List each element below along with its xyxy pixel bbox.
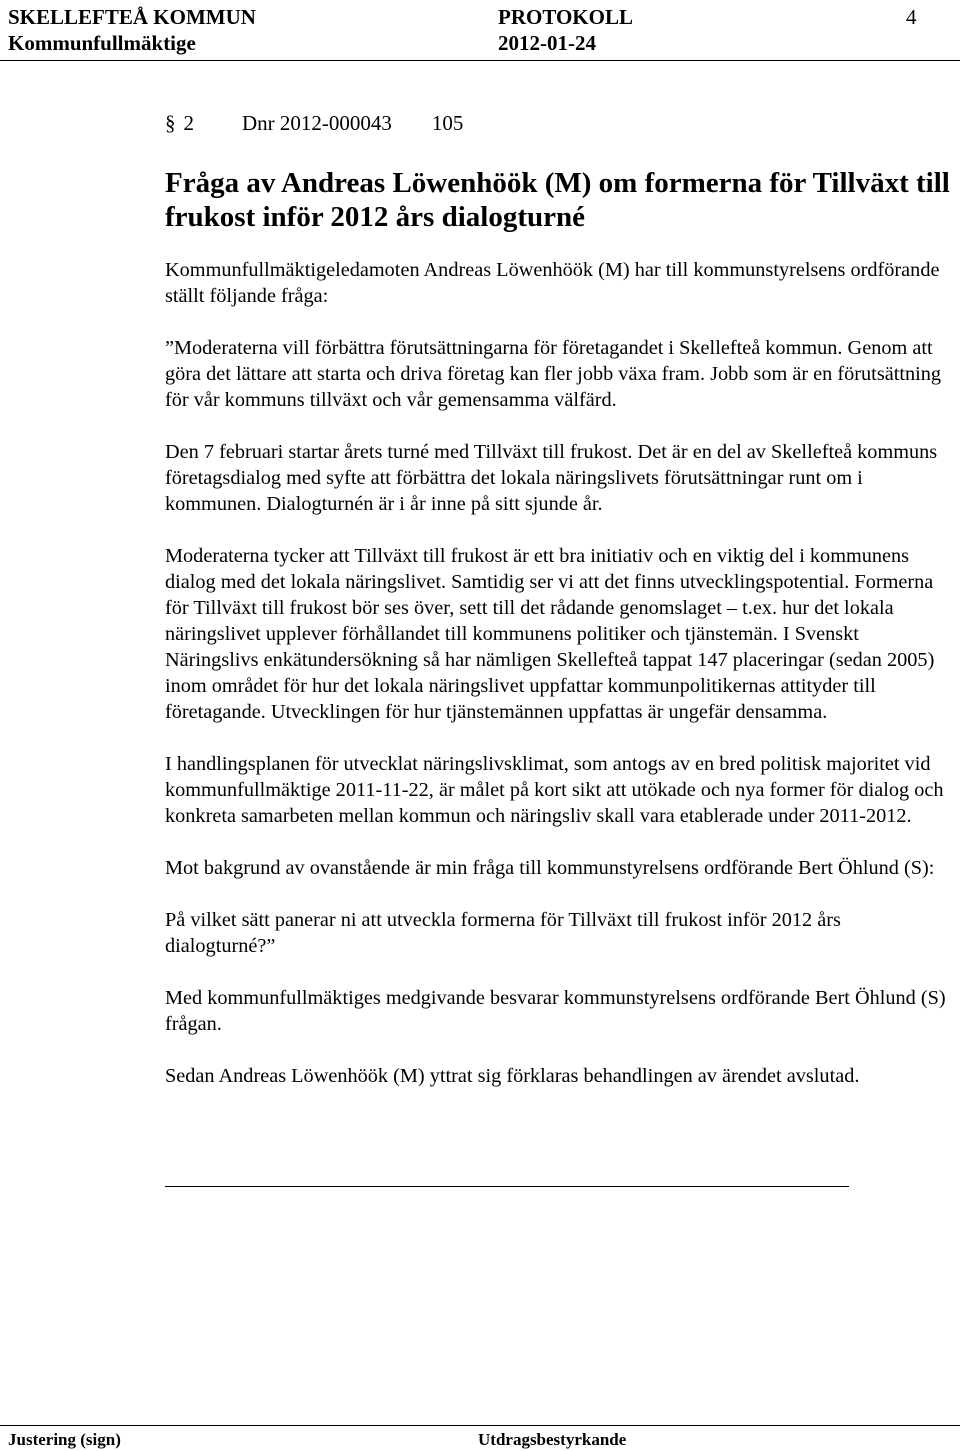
footer-extract-label: Utdragsbestyrkande <box>478 1430 627 1449</box>
header-date: 2012-01-24 <box>498 31 596 55</box>
footer-divider <box>0 1425 960 1426</box>
paragraph: Den 7 februari startar årets turné med Tillväxt till frukost. Det är en del av Skellefteå kommuns företagsdialog med syfte att förbättra det lokala näringslivets förutsättningar runt om i kommunen. Dialogturnén är i år inne på sitt sjunde år. <box>165 441 938 515</box>
paragraph: I handlingsplanen för utvecklat näringslivsklimat, som antogs av en bred politisk majoritet vid kommunfullmäktige 2011-11-22, är målet på kort sikt att utökade och nya former för dialog och konkreta samarbeten mellan kommun och näringsliv skall vara etablerade under 2011-2012. <box>165 753 944 827</box>
paragraph: Sedan Andreas Löwenhöök (M) yttrat sig förklaras behandlingen av ärendet avslutad. <box>165 1065 860 1087</box>
paragraph: Med kommunfullmäktiges medgivande besvarar kommunstyrelsens ordförande Bert Öhlund (S) frågan. <box>165 987 946 1035</box>
footer-signature-label: Justering (sign) <box>8 1430 121 1449</box>
section-number: 2 <box>183 111 194 135</box>
section-title: Fråga av Andreas Löwenhöök (M) om formerna för Tillväxt till frukost inför 2012 års dialogturné <box>165 167 950 233</box>
paragraph: Mot bakgrund av ovanstående är min fråga till kommunstyrelsens ordförande Bert Öhlund (S): <box>165 857 935 879</box>
paragraph: På vilket sätt panerar ni att utveckla formerna för Tillväxt till frukost inför 2012 års dialogturné?” <box>165 909 841 957</box>
section-body <box>165 257 955 1115</box>
section-code: 105 <box>431 111 464 135</box>
header-document-type: PROTOKOLL <box>498 5 633 29</box>
header-body: Kommunfullmäktige <box>8 31 196 55</box>
paragraph: ”Moderaterna vill förbättra förutsättningarna för företagandet i Skellefteå kommun. Genom att göra det lättare att starta och driva företag kan fler jobb växa fram. Jobb som är en förutsättning för vår kommuns tillväxt och vår gemensamma välfärd. <box>165 337 942 411</box>
header-page-number: 4 <box>906 5 917 29</box>
paragraph: Moderaterna tycker att Tillväxt till frukost är ett bra initiativ och en viktig del i kommunens dialog med det lokala näringslivet. Samtidig ser vi att det finns utvecklingspotential. Formerna för Tillväxt till frukost bör ses över, sett till det rådande genomslaget – t.ex. hur det lokala näringslivet upplever förhållandet till kommunens politiker och tjänstemän. I Svenskt Näringslivs enkätundersökning så har nämligen Skellefteå tappat 147 placeringar (sedan 2005) inom området för hur det lokala näringslivet uppfattar kommunpolitikernas attityder till företagande. Utvecklingen för hur tjänstemännen uppfattas är ungefär densamma. <box>165 545 935 723</box>
section-reference <box>165 113 463 134</box>
header-organization: SKELLEFTEÅ KOMMUN <box>8 5 256 29</box>
header-divider <box>0 60 960 61</box>
section-dnr: Dnr 2012-000043 <box>242 111 392 135</box>
paragraph: Kommunfullmäktigeledamoten Andreas Löwenhöök (M) har till kommunstyrelsens ordförande ställt följande fråga: <box>165 259 940 307</box>
section-symbol: § <box>165 111 176 135</box>
end-rule <box>165 1186 849 1187</box>
